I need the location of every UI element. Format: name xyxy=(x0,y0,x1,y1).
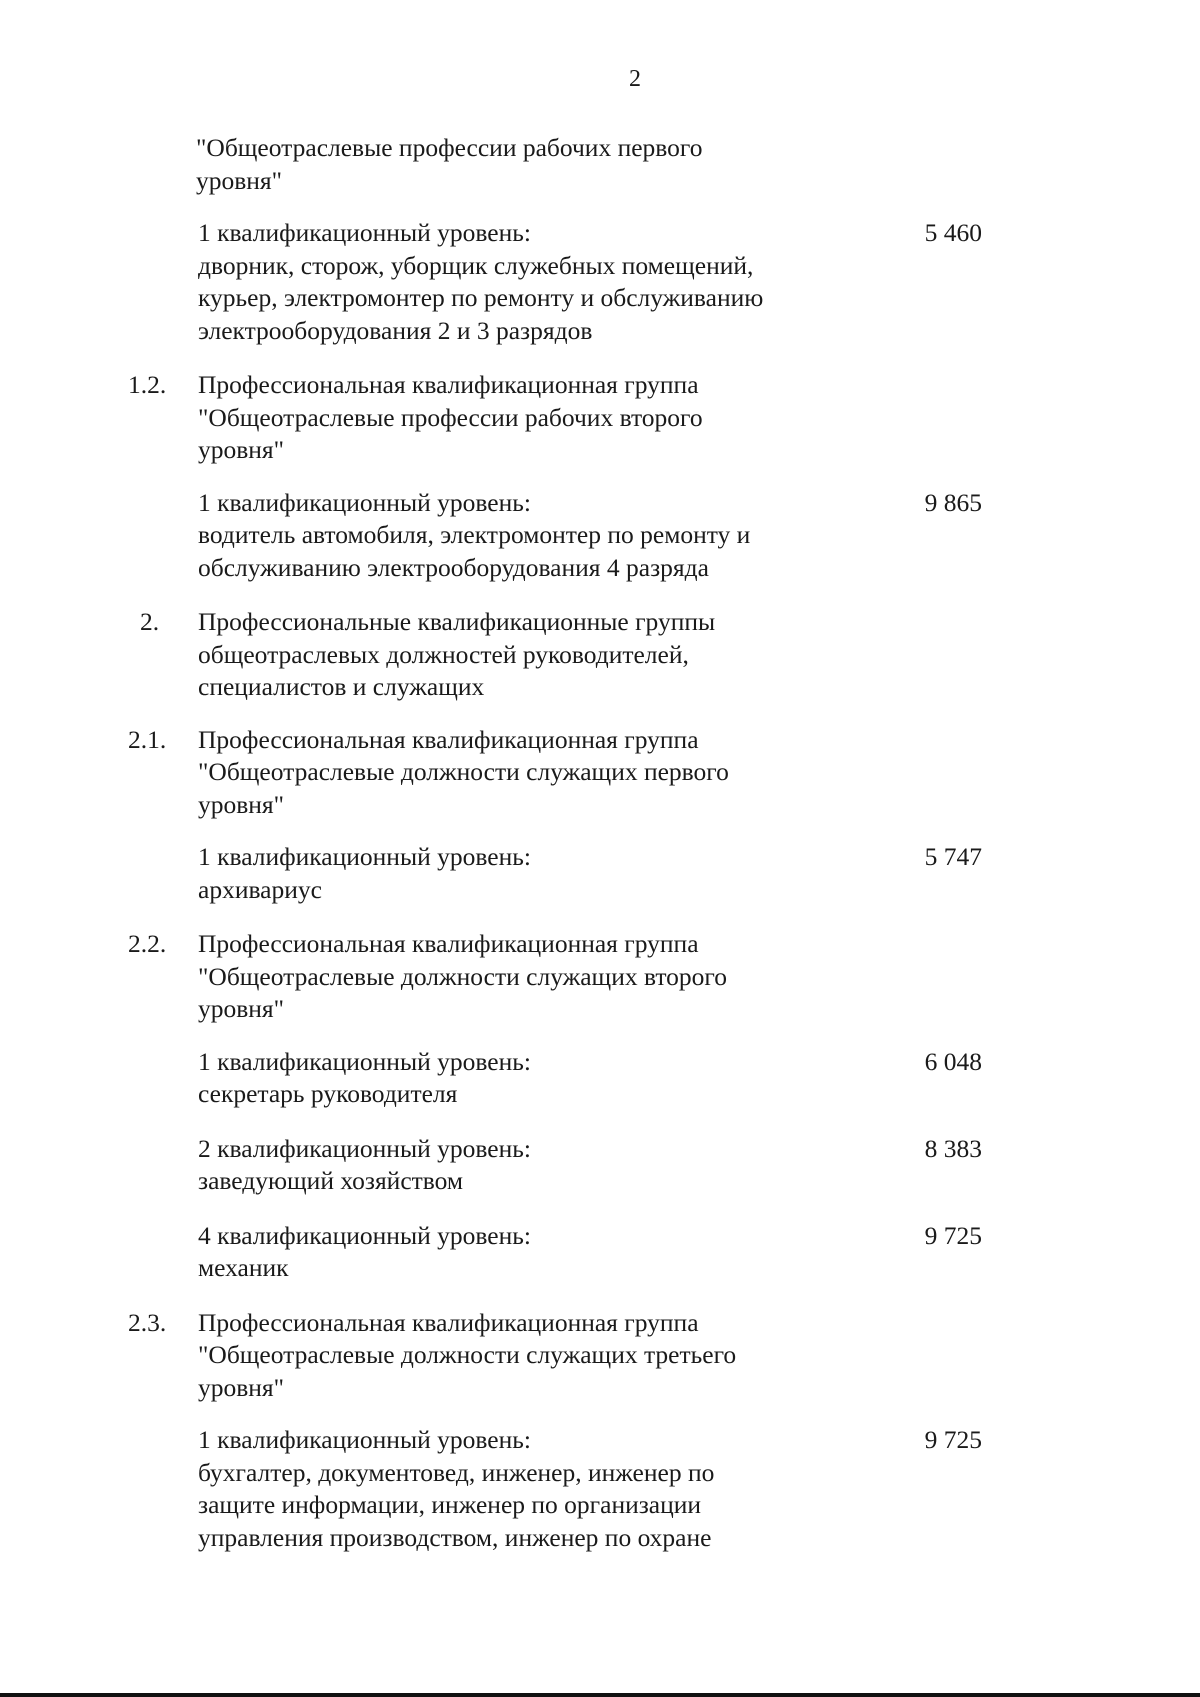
salary-value: 8 383 xyxy=(924,1133,982,1163)
salary-value: 5 460 xyxy=(924,218,982,247)
group-title xyxy=(198,1307,848,1405)
qualification-level-entry xyxy=(0,1046,1200,1111)
text-line: электрооборудования 2 и 3 разрядов xyxy=(198,315,593,345)
qualification-level-entry xyxy=(0,1424,1200,1554)
level-description xyxy=(198,841,848,906)
text-line: Профессиональная квалификационная группа xyxy=(198,929,699,958)
qualification-level-entry xyxy=(0,217,1200,347)
qualification-group xyxy=(0,1307,1200,1405)
page-bottom-edge xyxy=(0,1693,1200,1697)
text-line: уровня" xyxy=(198,789,285,819)
salary-value: 9 725 xyxy=(924,1425,982,1454)
qualification-level-entry xyxy=(0,487,1200,585)
level-description xyxy=(198,487,848,585)
text-line: уровня" xyxy=(198,994,285,1023)
item-number: 2. xyxy=(140,607,160,636)
qualification-level-entry xyxy=(0,841,1200,906)
text-line: "Общеотраслевые должности служащих второго xyxy=(198,961,728,991)
text-line: бухгалтер, документовед, инженер, инженер по xyxy=(198,1457,715,1487)
level-title: 1 квалификационный уровень: xyxy=(198,1046,531,1076)
level-description xyxy=(198,1424,848,1554)
section-title xyxy=(198,606,848,704)
salary-value: 6 048 xyxy=(924,1046,982,1076)
text-line: "Общеотраслевые должности служащих первого xyxy=(198,757,729,786)
text-line: Профессиональная квалификационная группа xyxy=(198,724,699,754)
group-title xyxy=(196,132,846,197)
level-title: 4 квалификационный уровень: xyxy=(198,1220,531,1250)
text-line: Профессиональная квалификационная группа xyxy=(198,370,699,399)
text-line: "Общеотраслевые должности служащих третьего xyxy=(198,1340,737,1369)
salary-value: 9 725 xyxy=(924,1220,982,1250)
item-number: 2.1. xyxy=(128,724,167,754)
level-title: 1 квалификационный уровень: xyxy=(198,218,531,247)
salary-value: 9 865 xyxy=(924,487,982,517)
group-title xyxy=(198,928,848,1026)
text-line: "Общеотраслевые профессии рабочих первого xyxy=(196,133,703,162)
qualification-group xyxy=(0,928,1200,1026)
text-line: обслуживанию электрооборудования 4 разряда xyxy=(198,552,709,582)
text-line: управления производством, инженер по охране xyxy=(198,1522,712,1552)
level-title: 2 квалификационный уровень: xyxy=(198,1133,531,1163)
salary-value: 5 747 xyxy=(924,842,982,871)
text-line: секретарь руководителя xyxy=(198,1079,458,1108)
level-description xyxy=(198,1220,848,1285)
text-line: Профессиональные квалификационные группы xyxy=(198,607,716,636)
level-description xyxy=(198,1046,848,1111)
level-title: 1 квалификационный уровень: xyxy=(198,1425,531,1454)
text-line: защите информации, инженер по организации xyxy=(198,1490,702,1519)
qualification-level-entry xyxy=(0,1133,1200,1198)
level-description xyxy=(198,1133,848,1198)
text-line: уровня" xyxy=(198,435,285,464)
group-title xyxy=(198,724,848,822)
qualification-level-entry xyxy=(0,1220,1200,1285)
text-line: заведующий хозяйством xyxy=(198,1166,464,1195)
level-title: 1 квалификационный уровень: xyxy=(198,842,531,871)
text-line: дворник, сторож, уборщик служебных помещений, xyxy=(198,250,754,280)
item-number: 2.3. xyxy=(128,1307,167,1337)
text-line: "Общеотраслевые профессии рабочих второго xyxy=(198,402,703,432)
text-line: архивариус xyxy=(198,874,322,904)
text-line: механик xyxy=(198,1253,289,1282)
text-line: водитель автомобиля, электромонтер по ремонту и xyxy=(198,520,751,549)
qualification-group xyxy=(0,724,1200,822)
text-line: специалистов и служащих xyxy=(198,672,485,701)
level-title: 1 квалификационный уровень: xyxy=(198,487,531,517)
text-line: общеотраслевых должностей руководителей, xyxy=(198,639,689,669)
text-line: курьер, электромонтер по ремонту и обслуживанию xyxy=(198,283,764,312)
group-heading-continuation xyxy=(0,132,1200,197)
item-number: 1.2. xyxy=(128,370,167,399)
text-line: уровня" xyxy=(196,165,283,195)
qualification-group xyxy=(0,369,1200,467)
text-line: Профессиональная квалификационная группа xyxy=(198,1307,699,1337)
document-body xyxy=(0,132,1200,1576)
item-number: 2.2. xyxy=(128,929,167,958)
text-line: уровня" xyxy=(198,1372,285,1402)
group-title xyxy=(198,369,848,467)
page-number: 2 xyxy=(629,66,641,92)
level-description xyxy=(198,217,848,347)
section-heading xyxy=(0,606,1200,704)
